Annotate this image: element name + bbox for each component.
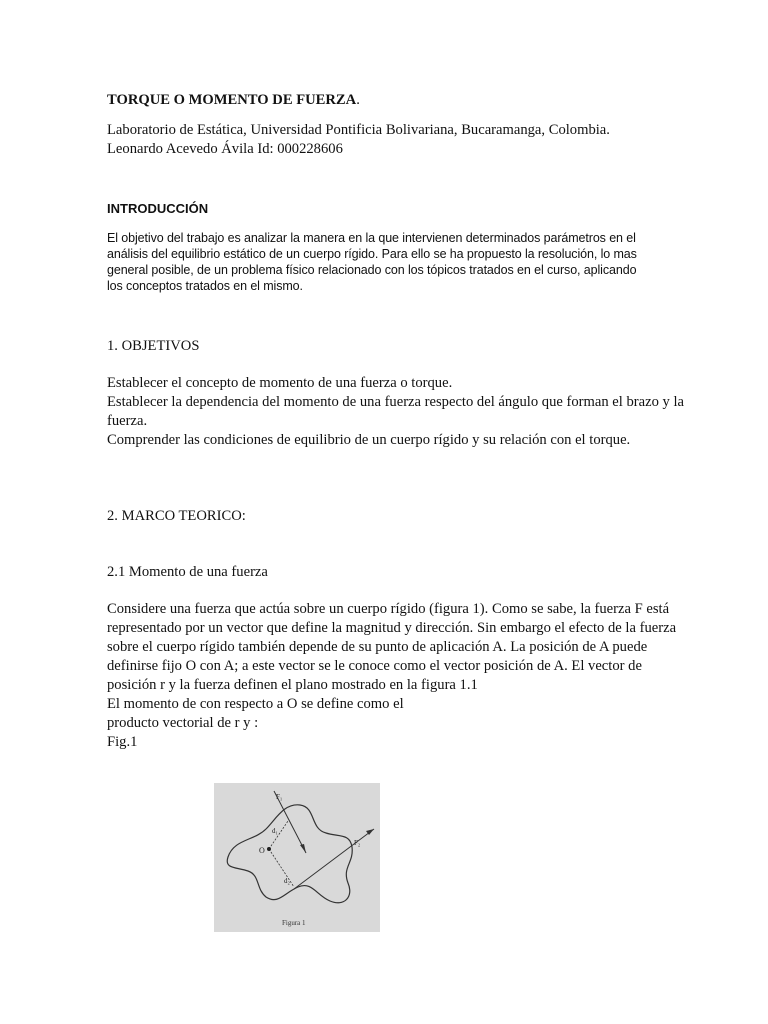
rigid-body-diagram <box>214 783 380 932</box>
objective-item: Establecer el concepto de momento de una fuerza o torque. <box>107 375 453 391</box>
objectives-list <box>107 374 685 450</box>
document-title <box>107 91 360 110</box>
figure-reference: Fig.1 <box>107 734 138 750</box>
paragraph-line: sobre el cuerpo rígido también depende de su punto de aplicación A. La posición de A puede <box>107 639 648 655</box>
figure-caption: Figura 1 <box>282 919 306 927</box>
introduction-heading: INTRODUCCIÓN <box>107 201 209 216</box>
objective-item: Comprender las condiciones de equilibrio de un cuerpo rígido y su relación con el torque. <box>107 432 631 448</box>
paragraph-line: El momento de con respecto a O se define como el <box>107 696 404 712</box>
subsection-heading: 2.1 Momento de una fuerza <box>107 564 268 580</box>
force-f2-line <box>294 829 374 889</box>
affiliation-block <box>107 121 610 159</box>
arm-d2 <box>269 849 294 887</box>
label-d1: d₁ <box>272 827 278 835</box>
affiliation-line: Laboratorio de Estática, Universidad Pontificia Bolivariana, Bucaramanga, Colombia. <box>107 122 610 138</box>
label-f2: F₂ <box>354 839 361 847</box>
theory-paragraph <box>107 600 677 752</box>
label-o: O <box>259 846 265 855</box>
title-period: . <box>356 92 360 108</box>
force-f1-arrowhead <box>300 844 306 853</box>
label-f1: F₁ <box>276 793 283 801</box>
title-text: TORQUE O MOMENTO DE FUERZA <box>107 92 357 108</box>
paragraph-line: posición r y la fuerza definen el plano mostrado en la figura 1.1 <box>107 677 478 693</box>
figure-1-image <box>214 783 380 932</box>
objective-item: Establecer la dependencia del momento de una fuerza respecto del ángulo que forman el brazo y la <box>107 394 685 410</box>
arm-d1 <box>269 821 288 849</box>
point-o <box>267 847 271 851</box>
rigid-body-outline <box>227 805 352 903</box>
intro-line: análisis del equilibrio estático de un cuerpo rígido. Para ello se ha propuesto la resolución, lo mas <box>107 247 637 261</box>
paragraph-line: definirse fijo O con A; a este vector se le conoce como el vector posición de A. El vector de <box>107 658 642 674</box>
author-line: Leonardo Acevedo Ávila Id: 000228606 <box>107 141 343 157</box>
theory-heading: 2. MARCO TEORICO: <box>107 508 246 524</box>
paragraph-line: producto vectorial de r y : <box>107 715 259 731</box>
objective-item-continuation: fuerza. <box>107 413 148 429</box>
intro-line: general posible, de un problema físico relacionado con los tópicos tratados en el curso, aplicando <box>107 263 637 277</box>
introduction-paragraph <box>107 230 647 294</box>
paragraph-line: Considere una fuerza que actúa sobre un cuerpo rígido (figura 1). Como se sabe, la fuerza F está <box>107 601 670 617</box>
paragraph-line: representado por un vector que define la magnitud y dirección. Sin embargo el efecto de la fuerza <box>107 620 677 636</box>
objectives-heading: 1. OBJETIVOS <box>107 338 200 354</box>
label-d2: d₂ <box>284 877 290 885</box>
intro-line: los conceptos tratados en el mismo. <box>107 279 303 293</box>
intro-line: El objetivo del trabajo es analizar la manera en la que intervienen determinados parámetros en el <box>107 231 636 245</box>
